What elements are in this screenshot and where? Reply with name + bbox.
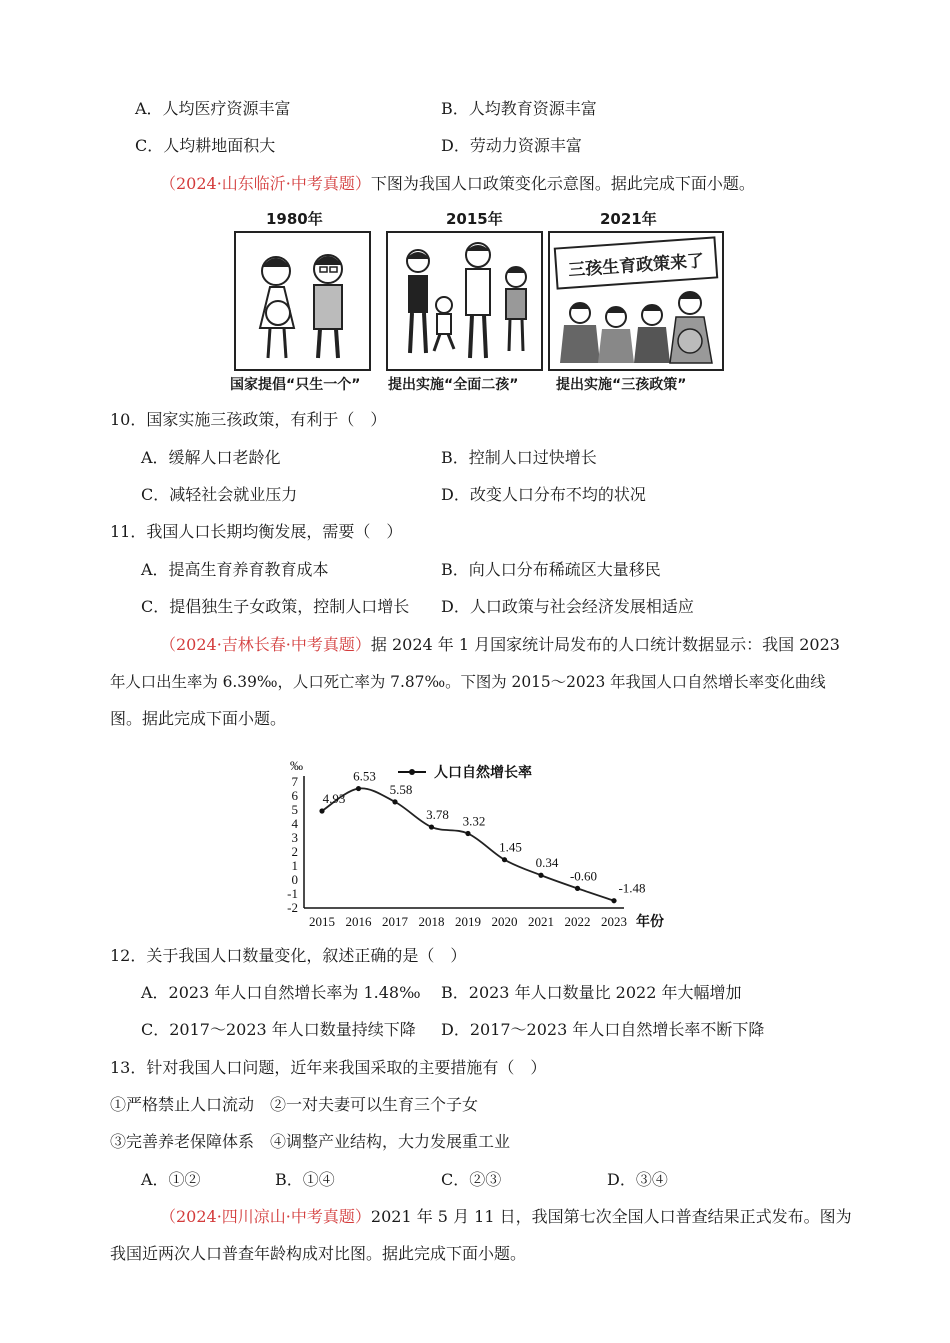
- q13-option-d: D．③④: [607, 1170, 668, 1189]
- data-point: [465, 831, 470, 836]
- q10-option-c: C．减轻社会就业压力: [141, 485, 298, 504]
- intro-3-line-1: [160, 1206, 852, 1228]
- x-tick-label: 2019: [455, 914, 481, 929]
- data-label: 0.34: [535, 855, 559, 871]
- q13-option-b: B．①④: [275, 1170, 335, 1189]
- x-tick-label: 2017: [382, 914, 408, 929]
- intro-text: 2021 年 5 月 11 日，我国第七次全国人口普查结果正式发布。图为: [370, 1207, 852, 1226]
- q11-option-d: D．人口政策与社会经济发展相适应: [441, 597, 694, 616]
- y-tick-label: 3: [291, 830, 298, 845]
- x-tick-label: 2021: [528, 914, 554, 929]
- q9-option-d: D．劳动力资源丰富: [441, 136, 582, 155]
- legend-label: 人口自然增长率: [434, 765, 532, 781]
- policy-panel-2021: [548, 231, 724, 371]
- x-axis-unit: 年份: [636, 914, 664, 930]
- source-tag: （2024·四川凉山·中考真题）: [160, 1207, 371, 1226]
- source-tag: （2024·山东临沂·中考真题）: [160, 174, 371, 193]
- q13-option-a: A．①②: [141, 1170, 201, 1189]
- y-tick-label: 6: [291, 788, 298, 803]
- data-label: 6.53: [353, 768, 376, 784]
- data-point: [392, 799, 397, 804]
- y-axis-unit: ‰: [290, 758, 303, 773]
- q9-option-b: B．人均教育资源丰富: [441, 99, 597, 118]
- q10-option-a: A．缓解人口老龄化: [141, 448, 281, 467]
- x-tick-label: 2023: [601, 914, 627, 929]
- growth-rate-chart: [280, 756, 680, 936]
- q11-option-a: A．提高生育养育教育成本: [141, 560, 329, 579]
- q11-option-c: C．提倡独生子女政策，控制人口增长: [141, 597, 410, 616]
- intro-text: 据 2024 年 1 月国家统计局发布的人口统计数据显示：我国 2023: [370, 635, 840, 654]
- policy-banner-text: 三孩生育政策来了: [567, 251, 705, 281]
- q12-stem: 12．关于我国人口数量变化，叙述正确的是（ ）: [110, 946, 467, 965]
- intro-text: 下图为我国人口政策变化示意图。据此完成下面小题。: [370, 174, 755, 193]
- q13-option-c: C．②③: [441, 1170, 502, 1189]
- data-label: 3.78: [426, 807, 449, 823]
- q13-statements-2: ③完善养老保障体系 ④调整产业结构，大力发展重工业: [110, 1132, 511, 1151]
- q12-option-d: D．2017～2023 年人口自然增长率不断下降: [441, 1020, 765, 1039]
- q10-stem: 10．国家实施三孩政策，有利于（ ）: [110, 410, 387, 429]
- panel-caption: 提出实施“全面二孩”: [388, 377, 519, 393]
- q9-option-c: C．人均耕地面积大: [135, 136, 276, 155]
- data-label: -0.60: [569, 868, 598, 884]
- y-tick-label: -1: [287, 886, 298, 901]
- data-label: 1.45: [499, 839, 522, 855]
- x-tick-label: 2018: [418, 914, 445, 929]
- y-tick-label: -2: [287, 900, 298, 915]
- panel-caption: 提出实施“三孩政策”: [556, 377, 687, 393]
- policy-panel-1980: [234, 231, 371, 371]
- x-tick-label: 2015: [309, 914, 335, 929]
- q11-stem: 11．我国人口长期均衡发展，需要（ ）: [110, 522, 403, 541]
- q12-option-b: B．2023 年人口数量比 2022 年大幅增加: [441, 983, 742, 1002]
- legend-marker: [409, 769, 415, 775]
- intro-1: [160, 173, 755, 195]
- data-point: [356, 786, 361, 791]
- q11-option-b: B．向人口分布稀疏区大量移民: [441, 560, 661, 579]
- panel-year: 2015年: [446, 210, 503, 228]
- panel-year: 1980年: [266, 210, 323, 228]
- intro-2-line-3: 图。据此完成下面小题。: [110, 709, 287, 728]
- data-point: [319, 808, 324, 813]
- data-point: [429, 824, 434, 829]
- data-point: [611, 898, 616, 903]
- intro-2-line-1: [160, 634, 840, 656]
- intro-2-line-2: 年人口出生率为 6.39‰，人口死亡率为 7.87‰。下图为 2015～2023 年我国人口自然增长率变化曲线: [110, 673, 826, 691]
- y-tick-label: 1: [291, 858, 298, 873]
- y-tick-label: 5: [291, 802, 298, 817]
- q9-option-a: A．人均医疗资源丰富: [135, 99, 291, 118]
- intro-3-line-2: 我国近两次人口普查年龄构成对比图。据此完成下面小题。: [110, 1244, 527, 1263]
- three-child-policy-illustration: [550, 233, 722, 369]
- q12-option-c: C．2017～2023 年人口数量持续下降: [141, 1020, 416, 1039]
- y-tick-label: 2: [291, 844, 298, 859]
- x-tick-label: 2016: [345, 914, 372, 929]
- data-label: 5.58: [389, 781, 413, 797]
- series-line: [322, 788, 614, 900]
- one-child-couple-illustration: [236, 233, 369, 369]
- data-label: -1.48: [618, 880, 646, 896]
- y-tick-label: 4: [291, 816, 298, 831]
- x-tick-label: 2020: [491, 914, 518, 929]
- data-label: 4.93: [322, 790, 346, 806]
- data-point: [538, 873, 543, 878]
- two-children-family-illustration: [388, 233, 541, 369]
- q10-option-d: D．改变人口分布不均的状况: [441, 485, 646, 504]
- source-tag: （2024·吉林长春·中考真题）: [160, 635, 371, 654]
- data-point: [575, 886, 580, 891]
- data-point: [502, 857, 507, 862]
- y-tick-label: 7: [291, 774, 298, 789]
- x-tick-label: 2022: [564, 914, 591, 929]
- y-tick-label: 0: [291, 872, 298, 887]
- q12-option-a: A．2023 年人口自然增长率为 1.48‰: [141, 983, 421, 1002]
- q10-option-b: B．控制人口过快增长: [441, 448, 597, 467]
- q13-stem: 13．针对我国人口问题，近年来我国采取的主要措施有（ ）: [110, 1058, 547, 1077]
- q13-statements-1: ①严格禁止人口流动 ②一对夫妻可以生育三个子女: [110, 1095, 479, 1114]
- panel-year: 2021年: [600, 210, 657, 228]
- panel-caption: 国家提倡“只生一个”: [230, 377, 361, 393]
- data-label: 3.32: [462, 813, 486, 829]
- policy-panel-2015: [386, 231, 543, 371]
